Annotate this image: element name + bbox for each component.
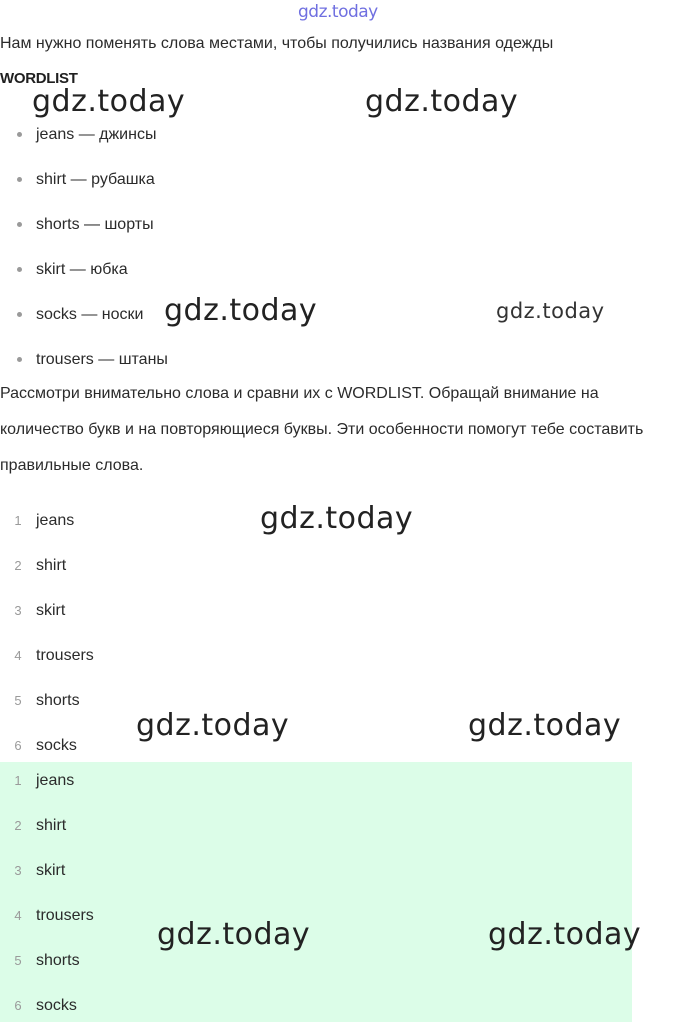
watermark: gdz.today: [488, 917, 642, 952]
wordlist-item-text: skirt — юбка: [36, 261, 128, 278]
item-word: socks: [36, 997, 77, 1014]
wordlist-item-text: shirt — рубашка: [36, 171, 155, 188]
item-word: shorts: [36, 952, 80, 969]
bullet-icon: [17, 357, 22, 362]
bullet-icon: [17, 312, 22, 317]
item-word: shirt: [36, 817, 67, 834]
wordlist-item-text: jeans — джинсы: [36, 126, 157, 143]
wordlist-item-text: socks — носки: [36, 306, 144, 323]
item-number: 4: [14, 908, 22, 923]
watermark: gdz.today: [365, 84, 519, 119]
item-word: jeans: [36, 512, 75, 529]
item-word: trousers: [36, 907, 94, 924]
top-watermark: gdz.today: [298, 2, 378, 22]
watermark: gdz.today: [164, 293, 318, 328]
watermark: gdz.today: [136, 708, 290, 743]
watermark: gdz.today: [468, 708, 622, 743]
item-word: shirt: [36, 557, 67, 574]
wordlist-item-text: shorts — шорты: [36, 216, 154, 233]
wordlist-title: WORDLIST: [0, 70, 78, 87]
watermark: gdz.today: [32, 84, 186, 119]
item-number: 1: [14, 773, 22, 788]
hint-paragraph: Рассмотри внимательно слова и сравни их с WORDLIST. Обращай внимание на количество букв и на повторяющиеся буквы. Эти особенности помогут тебе составить правильные слова.: [0, 385, 644, 474]
watermark: gdz.today: [496, 299, 605, 323]
bullet-icon: [17, 177, 22, 182]
item-number: 6: [14, 998, 22, 1013]
watermark: gdz.today: [157, 917, 311, 952]
wordlist-item-text: trousers — штаны: [36, 351, 168, 368]
item-number: 1: [14, 513, 22, 528]
item-number: 5: [14, 953, 22, 968]
watermark: gdz.today: [260, 501, 414, 536]
item-word: shorts: [36, 692, 80, 709]
item-number: 2: [14, 818, 22, 833]
bullet-icon: [17, 267, 22, 272]
item-word: skirt: [36, 602, 66, 619]
item-word: jeans: [36, 772, 75, 789]
intro-text: Нам нужно поменять слова местами, чтобы получились названия одежды: [0, 35, 554, 52]
item-word: skirt: [36, 862, 66, 879]
item-number: 5: [14, 693, 22, 708]
item-number: 3: [14, 603, 22, 618]
bullet-icon: [17, 222, 22, 227]
item-word: trousers: [36, 647, 94, 664]
item-number: 4: [14, 648, 22, 663]
answer-highlight-box: [0, 762, 632, 1022]
bullet-icon: [17, 132, 22, 137]
item-number: 2: [14, 558, 22, 573]
item-word: socks: [36, 737, 77, 754]
item-number: 6: [14, 738, 22, 753]
item-number: 3: [14, 863, 22, 878]
